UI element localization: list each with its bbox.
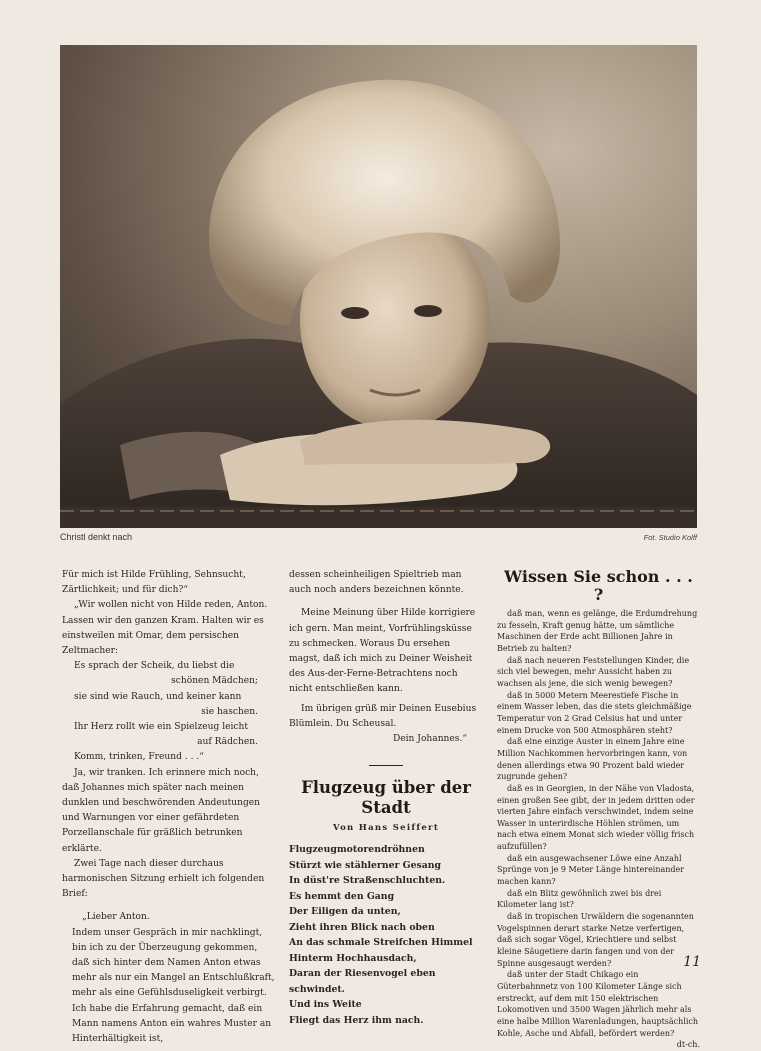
verse-line: Ihr Herz rollt wie ein Spielzeug leicht bbox=[74, 722, 249, 733]
poem-line: An das schmale Streifchen Himmel bbox=[289, 937, 473, 949]
section-title: Wissen Sie schon . . . ? bbox=[504, 567, 693, 604]
photo-credit: Fot. Studio Kolff bbox=[643, 533, 697, 542]
fact-item: daß in 5000 Metern Meerestiefe Fische in einem Wasser leben, das die stets gleichmäßige Temperatur von 2 Grad Celsius hat und unter einem Drucke von 500 Atmosphären steht? bbox=[497, 690, 692, 735]
fact-item: daß unter der Stadt Chikago ein Güterbahnnetz von 100 Kilometer Länge sich erstreckt, auf dem mit 150 elektrischen Lokomotiven und 3500 Wagen jährlich mehr als eine halbe Million Warenladungen, hauptsächlich Kohle, Asche und Abfall, befördert werden? bbox=[497, 970, 699, 1038]
paragraph: dessen scheinheiligen Spieltrieb man auch noch anders bezeichnen könnte. bbox=[289, 570, 464, 596]
poem-line: Und ins Weite bbox=[289, 999, 362, 1011]
column-2 bbox=[289, 568, 483, 1028]
verse-line: sie haschen. bbox=[201, 706, 258, 717]
poem bbox=[289, 842, 483, 1028]
photo-caption: Christl denkt nach bbox=[60, 532, 133, 542]
author-initials: dt-ch. bbox=[676, 1040, 700, 1050]
poem-line: Stürzt wie stählerner Gesang bbox=[289, 859, 442, 871]
verse-line: auf Rädchen. bbox=[197, 737, 258, 748]
column-1 bbox=[62, 568, 276, 1047]
fact-item: daß ein ausgewachsener Löwe eine Anzahl Sprünge von je 9 Meter Länge hintereinander machen kann? bbox=[497, 853, 685, 887]
poem-line: Flugzeugmotorendröhnen bbox=[289, 844, 425, 856]
paragraph: „Wir wollen nicht von Hilde reden, Anton. Lassen wir den ganzen Kram. Halten wir es einstweilen mit Omar, dem persischen Zeltmacher: bbox=[62, 600, 268, 657]
fact-item: daß es in Georgien, in der Nähe von Vladosta, einen großen See gibt, der in jedem dritten oder vierten Jahre einfach verschwindet, indem seine Wasser in unterirdische Höhlen strömen, um nach etwa einem Monat sich wieder völlig frisch aufzufüllen? bbox=[497, 783, 695, 852]
poem-line: Fliegt das Herz ihm nach. bbox=[289, 1014, 424, 1026]
fact-item: daß nach neueren Feststellungen Kinder, die sich viel bewegen, mehr Aussicht haben zu wachsen als jene, die sich wenig bewegen? bbox=[497, 655, 690, 688]
column-3 bbox=[497, 568, 700, 1051]
poem-byline: Von Hans Seiffert bbox=[332, 823, 440, 834]
verse-line: Komm, trinken, Freund . . .“ bbox=[74, 752, 204, 763]
poem-line: Der Eiligen da unten, bbox=[289, 906, 401, 918]
paragraph: Zwei Tage nach dieser durchaus harmonischen Sitzung erhielt ich folgenden Brief: bbox=[62, 858, 265, 900]
paragraph: Ja, wir tranken. Ich erinnere mich noch, daß Johannes mich später nach meinen dunklen und beschwörenden Andeutungen und Warnungen vor einer gefährdeten Porzellanschale für gräßlich betrunken erklärte. bbox=[62, 767, 261, 854]
verse bbox=[62, 659, 276, 765]
portrait-photo bbox=[60, 45, 697, 528]
fact-item: daß man, wenn es gelänge, die Erdumdrehung zu fesseln, Kraft genug hätte, um sämtliche Maschinen der Erde acht Billionen Jahre in Betrieb zu halten? bbox=[497, 609, 698, 653]
paragraph: Meine Meinung über Hilde korrigiere ich gern. Man meint, Vorfrühlingsküsse zu schmecken. Woraus Du ersehen magst, daß ich mich zu Deiner Weisheit des Aus-der-Ferne-Betrachtens noch nicht entschließen kann. bbox=[289, 608, 476, 695]
poem-line: Daran der Riesenvogel eben schwindet. bbox=[289, 968, 436, 995]
poem-line: Hinterm Hochhausdach, bbox=[289, 952, 417, 964]
separator-line bbox=[369, 765, 403, 766]
verse-line: schönen Mädchen; bbox=[171, 676, 258, 687]
letter-salutation: „Lieber Anton. bbox=[82, 912, 150, 923]
poem-line: Zieht ihren Blick nach oben bbox=[289, 921, 435, 933]
paragraph: Für mich ist Hilde Frühling, Sehnsucht, Zärtlichkeit; und für dich?“ bbox=[62, 570, 246, 596]
verse-line: Es sprach der Scheik, du liebst die bbox=[74, 661, 235, 672]
verse-line: sie sind wie Rauch, und keiner kann bbox=[74, 691, 242, 702]
fact-item: daß eine einzige Auster in einem Jahre eine Million Nachkommen hervorbringen kann, von denen allerdings etwa 90 Prozent bald wieder zugrunde gehen? bbox=[497, 737, 688, 782]
page-number: 11 bbox=[683, 954, 701, 970]
poem-line: In düst're Straßenschluchten. bbox=[289, 875, 446, 887]
letter-body: Indem unser Gespräch in mir nachklingt, bin ich zu der Überzeugung gekommen, daß sich hinter dem Namen Anton etwas mehr als nur ein Mangel an Entschlußkraft, mehr als eine Gefühlsduseligkeit verbirgt. Ich habe die Erfahrung gemacht, daß ein Mann namens Anton ein wahres Muster an Hinterhältigkeit ist, bbox=[72, 927, 275, 1045]
letter-signature: Dein Johannes.“ bbox=[392, 734, 467, 745]
paragraph: Im übrigen grüß mir Deinen Eusebius Blümlein. Du Scheusal. bbox=[289, 703, 477, 729]
poem-line: Es hemmt den Gang bbox=[289, 890, 395, 902]
poem-title: Flugzeug über der Stadt bbox=[301, 778, 471, 818]
portrait-illustration bbox=[60, 45, 697, 528]
fact-item: daß ein Blitz gewöhnlich zwei bis drei Kilometer lang ist? bbox=[497, 888, 662, 910]
fact-item: daß in tropischen Urwäldern die sogenannten Vogelspinnen derart starke Netze verfertigen, daß sich sogar Vögel, Kriechtiere und selbst kleine Säugetiere darin fangen und von der Spinne ausgesaugt werden? bbox=[497, 912, 694, 968]
